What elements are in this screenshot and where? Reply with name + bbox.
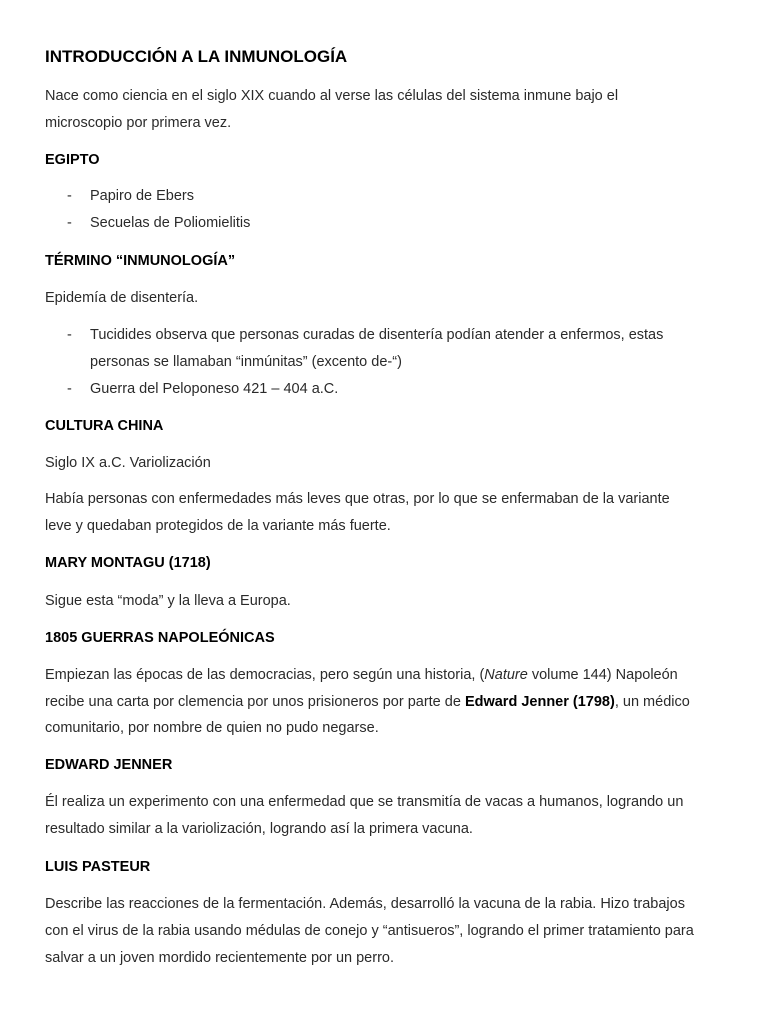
section-heading-termino: TÉRMINO “INMUNOLOGÍA” bbox=[45, 253, 236, 269]
jenner-line-2: resultado similar a la variolización, logrando así la primera vacuna. bbox=[45, 821, 473, 837]
intro-line-1: Nace como ciencia en el siglo XIX cuando al verse las células del sistema inmune bajo el bbox=[45, 88, 619, 104]
list-item: Secuelas de Poliomielitis bbox=[90, 215, 251, 231]
list-item: Tucidides observa que personas curadas de disentería podían atender a enfermos, estas bbox=[90, 327, 664, 343]
montagu-text: Sigue esta “moda” y la lleva a Europa. bbox=[45, 593, 291, 609]
china-text-2-line-2: leve y quedaban protegidos de la variante más fuerte. bbox=[45, 518, 391, 534]
section-heading-jenner: EDWARD JENNER bbox=[45, 757, 173, 773]
napoleon-line-2-a: recibe una carta por clemencia por unos prisioneros por parte de bbox=[45, 694, 465, 710]
pasteur-line-2: con el virus de la rabia usando médulas de conejo y “antisueros”, logrando el primer tratamiento para bbox=[45, 923, 694, 939]
document-title: INTRODUCCIÓN A LA INMUNOLOGÍA bbox=[45, 47, 348, 66]
section-heading-pasteur: LUIS PASTEUR bbox=[45, 859, 151, 875]
pasteur-line-3: salvar a un joven mordido recientemente por un perro. bbox=[45, 950, 394, 966]
pasteur-line-1: Describe las reacciones de la fermentación. Además, desarrolló la vacuna de la rabia. Hizo trabajos bbox=[45, 896, 685, 912]
china-text-2-line-1: Había personas con enfermedades más leves que otras, por lo que se enfermaban de la variante bbox=[45, 491, 670, 507]
napoleon-line-2-b: , un médico bbox=[614, 694, 690, 710]
jenner-line-1: Él realiza un experimento con una enfermedad que se transmitía de vacas a humanos, logrando un bbox=[45, 794, 684, 810]
napoleon-line-2 bbox=[45, 694, 690, 710]
section-heading-montagu: MARY MONTAGU (1718) bbox=[45, 555, 211, 571]
intro-line-2: microscopio por primera vez. bbox=[45, 115, 232, 131]
china-text-1: Siglo IX a.C. Variolización bbox=[45, 455, 211, 471]
section-heading-napoleon: 1805 GUERRAS NAPOLEÓNICAS bbox=[45, 630, 275, 646]
list-dash: - bbox=[67, 215, 72, 231]
list-dash: - bbox=[67, 188, 72, 204]
napoleon-line-1-a: Empiezan las épocas de las democracias, pero según una historia, ( bbox=[45, 667, 485, 683]
list-item: Guerra del Peloponeso 421 – 404 a.C. bbox=[90, 381, 339, 397]
termino-text: Epidemía de disentería. bbox=[45, 290, 199, 306]
edward-jenner-bold: Edward Jenner (1798) bbox=[464, 694, 615, 710]
list-dash: - bbox=[67, 381, 72, 397]
list-dash: - bbox=[67, 327, 72, 343]
section-heading-china: CULTURA CHINA bbox=[45, 418, 164, 434]
napoleon-line-1-b: volume 144) Napoleón bbox=[527, 667, 678, 683]
list-item-continuation: personas se llamaban “inmúnitas” (excento de-“) bbox=[90, 354, 402, 370]
section-heading-egipto: EGIPTO bbox=[45, 152, 100, 168]
napoleon-line-3: comunitario, por nombre de quien no pudo negarse. bbox=[45, 720, 379, 736]
napoleon-line-1 bbox=[45, 667, 678, 683]
list-item: Papiro de Ebers bbox=[90, 188, 194, 204]
nature-journal-name: Nature bbox=[484, 667, 528, 683]
